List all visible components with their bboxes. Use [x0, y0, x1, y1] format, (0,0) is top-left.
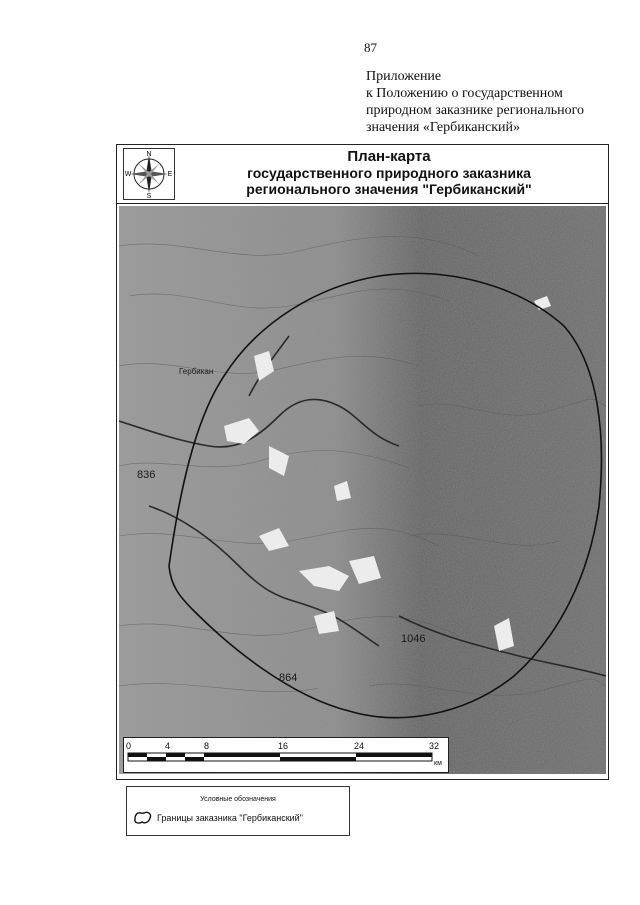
- appendix-header: [366, 68, 616, 136]
- page-number: 87: [364, 40, 377, 55]
- appendix-line: к Положению о государственном: [366, 86, 563, 101]
- map-legend: [126, 786, 350, 836]
- compass-south: S: [146, 193, 152, 199]
- scale-tick-label: 24: [354, 741, 365, 751]
- reserve-boundary-icon: [133, 811, 153, 825]
- scale-bar-segments: [128, 753, 432, 761]
- elevation-label: 836: [137, 469, 156, 481]
- compass-north: N: [146, 151, 152, 158]
- scale-tick-label: 16: [278, 741, 289, 751]
- appendix-line: природном заказнике регионального: [366, 103, 585, 118]
- appendix-line: Приложение: [366, 69, 442, 84]
- scale-tick-label: 32: [429, 741, 440, 751]
- map-title-line: регионального значения "Гербиканский": [246, 181, 532, 197]
- elevation-label: 1046: [401, 633, 426, 645]
- compass-west: W: [124, 171, 132, 178]
- map-title: [179, 149, 599, 197]
- scale-bar: [123, 737, 449, 773]
- map-title-box: [117, 145, 608, 204]
- legend-item: [133, 811, 303, 825]
- map-title-line: государственного природного заказника: [247, 165, 531, 181]
- topographic-map: [119, 206, 606, 774]
- map-frame: [116, 144, 609, 780]
- scale-tick-label: 8: [204, 741, 210, 751]
- place-label: Гербикан: [179, 367, 214, 376]
- terrain-texture: [119, 206, 606, 774]
- map-title-line: План-карта: [347, 148, 431, 165]
- compass-east: E: [167, 171, 173, 178]
- elevation-label: 864: [279, 672, 298, 684]
- scale-tick-label: 0: [126, 741, 132, 751]
- appendix-line: значения «Гербиканский»: [366, 120, 521, 135]
- legend-item-label: Границы заказника "Гербиканский": [157, 813, 303, 823]
- scale-unit: км: [434, 760, 442, 767]
- scale-tick-label: 4: [165, 741, 171, 751]
- legend-title: Условные обозначения: [200, 796, 276, 803]
- compass-rose-icon: [123, 148, 175, 200]
